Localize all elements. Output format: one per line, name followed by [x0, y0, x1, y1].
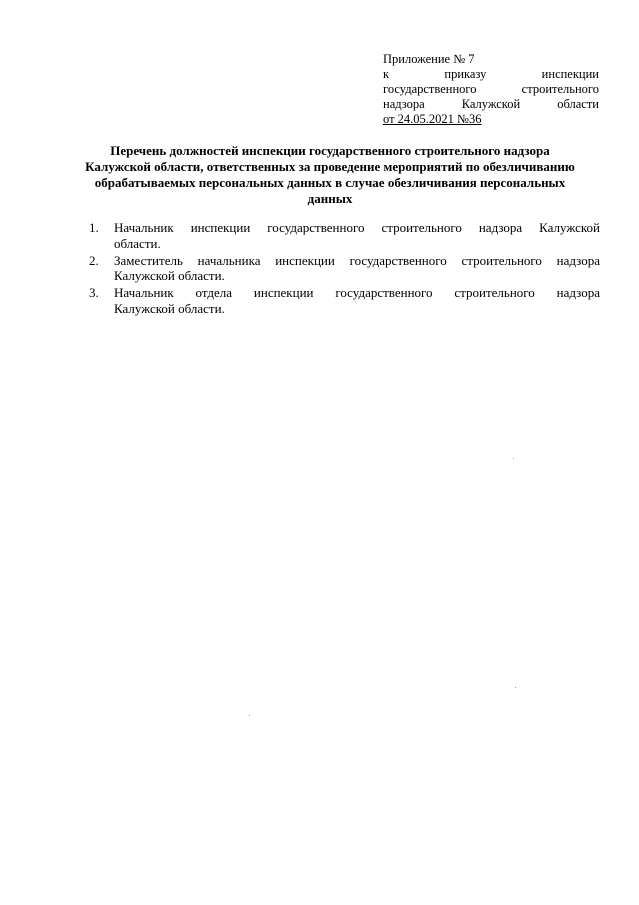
- appendix-line: к приказу инспекции: [383, 67, 599, 81]
- appendix-date: от 24.05.2021 №36: [383, 112, 482, 126]
- list-item: [89, 285, 600, 316]
- title-line: Калужской области, ответственных за проведение мероприятий по обезличиванию: [85, 159, 575, 174]
- scan-speck: [515, 687, 516, 688]
- list-item-text: Калужской области.: [114, 300, 225, 316]
- list-item-text: области.: [114, 235, 161, 251]
- list-item: [89, 220, 600, 251]
- list-item-text: Калужской области.: [114, 268, 225, 284]
- appendix-line: Приложение № 7: [383, 52, 475, 66]
- list-item-text: Начальник инспекции государственного строительного надзора Калужской: [114, 220, 600, 235]
- title-line: Перечень должностей инспекции государственного строительного надзора: [110, 143, 550, 158]
- title-line: данных: [307, 191, 353, 206]
- scan-speck: [249, 715, 250, 716]
- list-item-text: Начальник отдела инспекции государственного строительного надзора: [114, 285, 600, 301]
- title-line: обрабатываемых персональных данных в случае обезличивания персональных: [94, 175, 566, 190]
- appendix-line: надзора Калужской области: [383, 97, 599, 111]
- appendix-line: государственного строительного: [383, 82, 599, 96]
- list-item-number: 3.: [89, 285, 99, 301]
- list-item-number: 2.: [89, 252, 99, 268]
- list-item: [89, 253, 600, 284]
- scan-speck: [513, 458, 514, 459]
- list-item-text: Заместитель начальника инспекции государственного строительного надзора: [114, 252, 600, 268]
- list-item-number: 1.: [89, 220, 99, 235]
- positions-list: [89, 220, 600, 318]
- appendix-block: [383, 52, 599, 127]
- document-title: [60, 143, 600, 207]
